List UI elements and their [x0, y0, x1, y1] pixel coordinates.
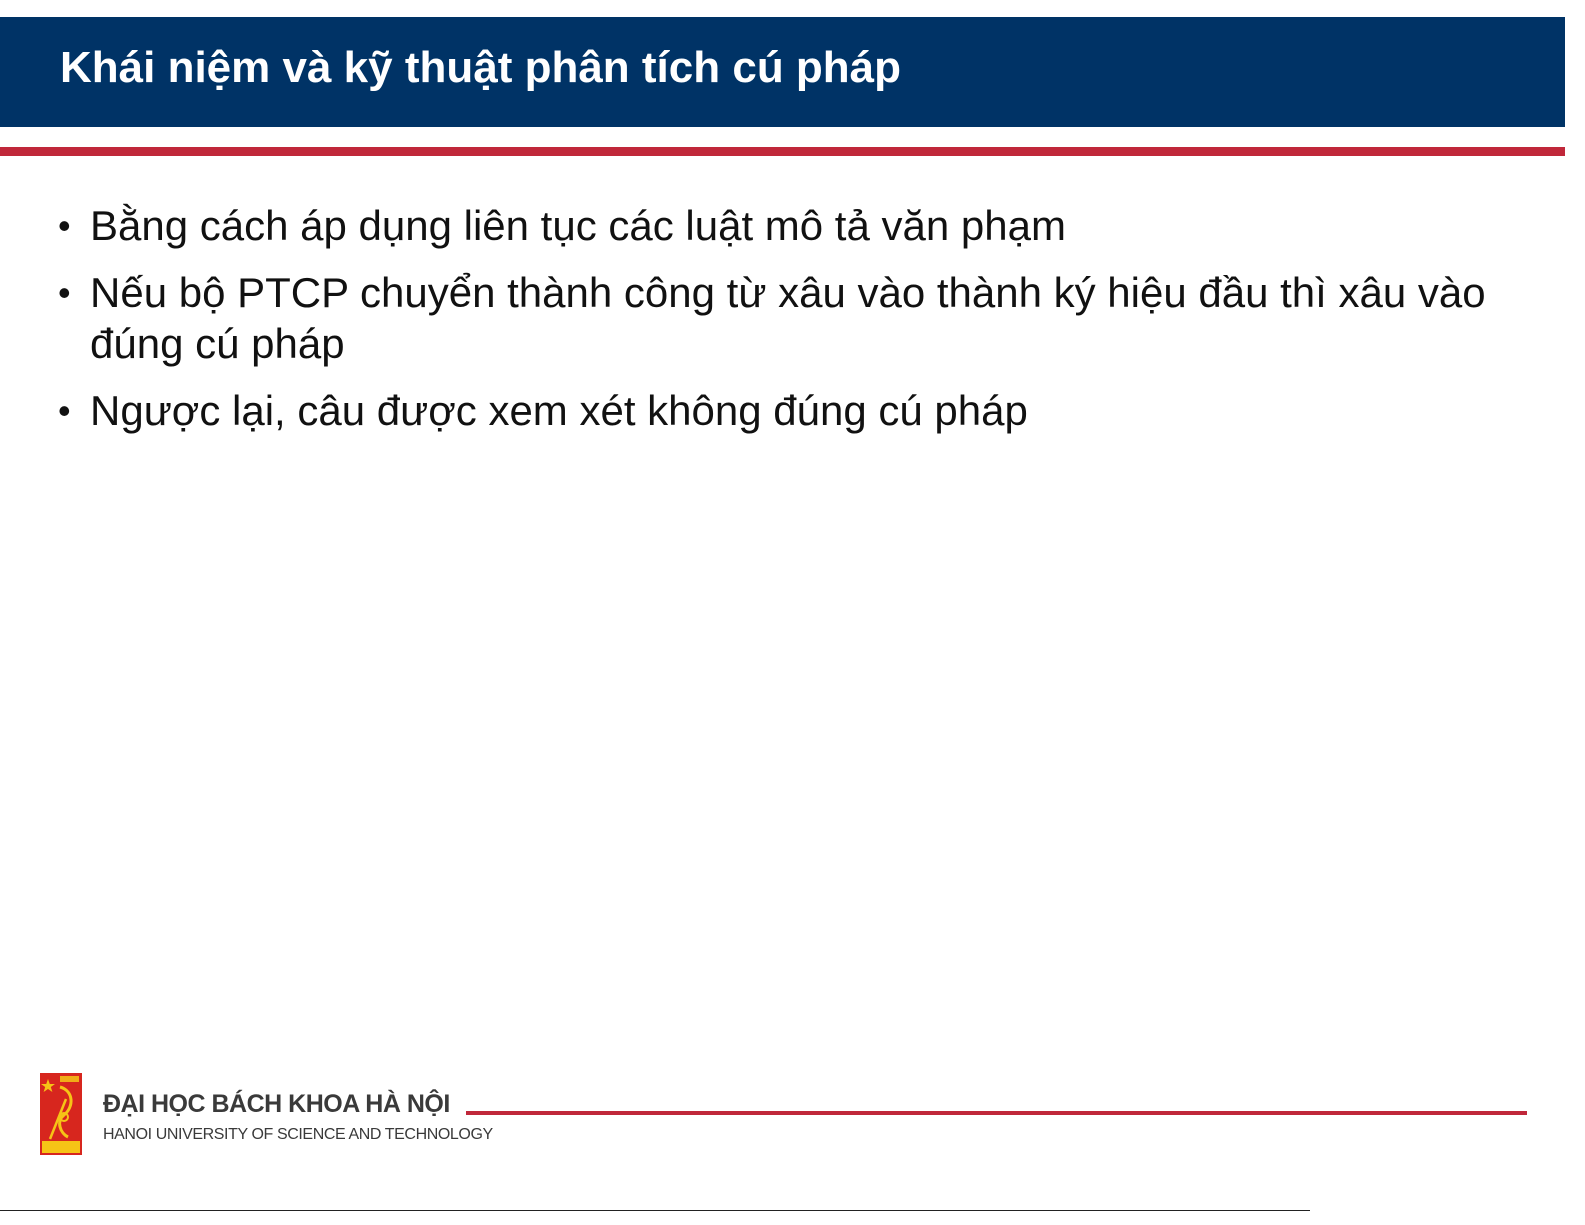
bullet-item	[58, 267, 1528, 369]
bullet-text: Ngược lại, câu được xem xét không đúng cú pháp	[90, 387, 1028, 434]
bottom-border	[0, 1210, 1310, 1211]
bullet-item	[58, 385, 1528, 436]
bullet-marker: •	[58, 390, 71, 431]
slide-title: Khái niệm và kỹ thuật phân tích cú pháp	[60, 43, 902, 92]
bullet-text: Nếu bộ PTCP chuyển thành công từ xâu vào thành ký hiệu đầu thì xâu vào đúng cú pháp	[90, 269, 1486, 367]
bullet-list	[58, 200, 1528, 452]
university-name: ĐẠI HỌC BÁCH KHOA HÀ NỘI	[103, 1090, 450, 1118]
university-name-english: HANOI UNIVERSITY OF SCIENCE AND TECHNOLOGY	[103, 1126, 493, 1143]
bullet-text: Bằng cách áp dụng liên tục các luật mô tả văn phạm	[90, 202, 1066, 249]
university-logo-icon	[40, 1073, 82, 1155]
header-divider	[0, 147, 1565, 156]
bullet-item	[58, 200, 1528, 251]
bullet-marker: •	[58, 205, 71, 246]
footer-divider	[466, 1111, 1527, 1115]
bullet-marker: •	[58, 272, 71, 313]
